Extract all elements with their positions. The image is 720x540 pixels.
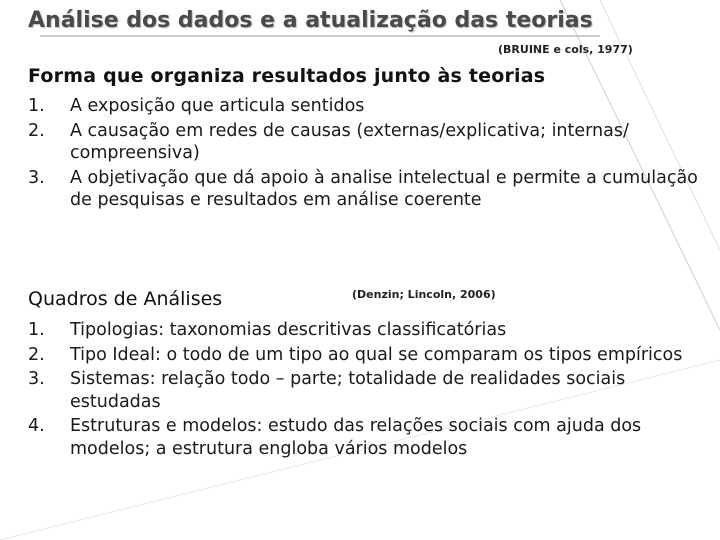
list-item-number: 3. <box>28 167 45 188</box>
list-item <box>28 95 708 118</box>
slide-title: Análise dos dados e a atualização das teorias <box>28 8 593 33</box>
list-item-text: Estruturas e modelos: estudo das relações sociais com ajuda dos modelos; a estrutura engloba vários modelos <box>70 416 642 459</box>
list-item <box>28 368 708 413</box>
list-item <box>28 167 708 212</box>
list-item-text: Tipologias: taxonomias descritivas classificatórias <box>70 320 507 340</box>
list-item-number: 3. <box>28 369 45 389</box>
list-item-text: A objetivação que dá apoio à analise intelectual e permite a cumulação de pesquisas e resultados em análise coerente <box>70 167 698 210</box>
section2-list <box>28 319 708 462</box>
list-item-text: Tipo Ideal: o todo de um tipo ao qual se comparam os tipos empíricos <box>70 344 683 365</box>
section-heading-quadros: Quadros de Análises <box>28 288 223 310</box>
section-heading-forma: Forma que organiza resultados junto às teorias <box>28 65 546 87</box>
citation-denzin: (Denzin; Lincoln, 2006) <box>352 288 496 301</box>
list-item <box>28 319 708 342</box>
citation-bruine: (BRUINE e cols, 1977) <box>498 43 633 56</box>
list-item <box>28 344 708 367</box>
list-item-number: 2. <box>28 120 45 141</box>
list-item <box>28 415 708 460</box>
list-item-number: 2. <box>28 344 45 365</box>
section1-list <box>28 95 708 214</box>
list-item-number: 4. <box>28 416 45 436</box>
list-item-text: Sistemas: relação todo – parte; totalidade de realidades sociais estudadas <box>70 369 626 412</box>
list-item-number: 1. <box>28 96 45 116</box>
list-item-text: A exposição que articula sentidos <box>70 96 365 116</box>
list-item-number: 1. <box>28 320 45 340</box>
list-item-text: A causação em redes de causas (externas/explicativa; internas/ compreensiva) <box>70 120 629 163</box>
list-item <box>28 120 708 165</box>
